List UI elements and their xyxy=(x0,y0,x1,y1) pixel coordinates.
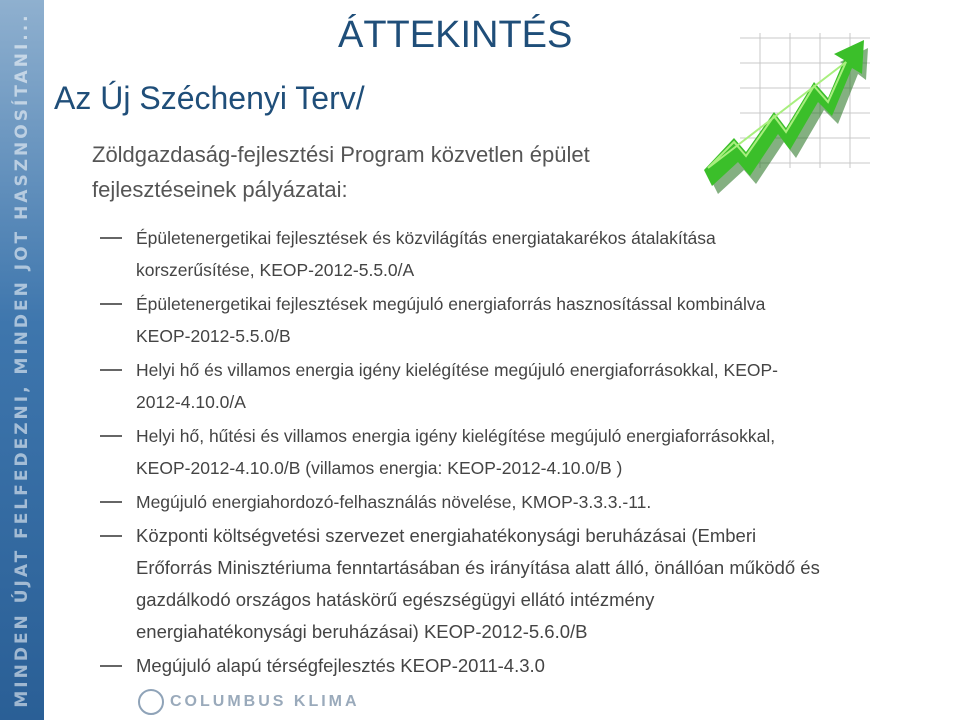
logo-text: COLUMBUS KLIMA xyxy=(170,693,360,710)
item-line: 2012-4.10.0/A xyxy=(136,392,246,412)
item-line: Megújuló alapú térségfejlesztés KEOP-2011-4.3.0 xyxy=(136,655,545,676)
item-line: KEOP-2012-4.10.0/B (villamos energia: KEOP-2012-4.10.0/B ) xyxy=(136,458,623,478)
dash-bullet xyxy=(100,369,122,371)
intro-text xyxy=(92,137,702,207)
item-line: Erőforrás Minisztériuma fenntartásában és irányítása alatt álló, önállóan működő és xyxy=(136,557,820,578)
item-line: Helyi hő, hűtési és villamos energia igény kielégítése megújuló energiaforrásokkal, xyxy=(136,426,776,446)
dash-bullet xyxy=(100,237,122,239)
item-line: Megújuló energiahordozó-felhasználás növelése, KMOP-3.3.3.-11. xyxy=(136,492,652,512)
list-item xyxy=(100,650,930,682)
columbus-logo-icon xyxy=(138,689,164,715)
item-line: Épületenergetikai fejlesztések megújuló energiaforrás hasznosítással kombinálva xyxy=(136,294,766,314)
dash-bullet xyxy=(100,303,122,305)
dash-bullet xyxy=(100,501,122,503)
item-line: Központi költségvetési szervezet energiahatékonysági beruházásai (Emberi xyxy=(136,525,757,546)
list-item xyxy=(100,486,930,518)
item-line: Épületenergetikai fejlesztések és közvilágítás energiatakarékos átalakítása xyxy=(136,228,716,248)
list-item xyxy=(100,420,930,484)
item-line: korszerűsítése, KEOP-2012-5.5.0/A xyxy=(136,260,415,280)
intro-line: Zöldgazdaság-fejlesztési Program közvetlen épület xyxy=(92,142,590,167)
side-banner xyxy=(0,0,44,720)
list-item xyxy=(100,288,930,352)
list-item xyxy=(100,354,930,418)
slide-title: ÁTTEKINTÉS xyxy=(338,14,573,56)
list-item xyxy=(100,222,930,286)
growth-arrow-icon xyxy=(700,28,878,198)
slide-subtitle: Az Új Széchenyi Terv/ xyxy=(54,80,365,116)
item-line: Helyi hő és villamos energia igény kielégítése megújuló energiaforrásokkal, KEOP- xyxy=(136,360,778,380)
tender-list xyxy=(100,222,930,684)
item-line: KEOP-2012-5.5.0/B xyxy=(136,326,291,346)
columbus-logo xyxy=(138,688,360,716)
list-item xyxy=(100,520,930,648)
item-line: energiahatékonysági beruházásai) KEOP-2012-5.6.0/B xyxy=(136,621,588,642)
dash-bullet xyxy=(100,665,122,667)
dash-bullet xyxy=(100,435,122,437)
side-banner-text: MINDEN ÚJAT FELFEDEZNI, MINDEN JOT HASZNOSÍTANI... xyxy=(12,12,32,708)
intro-line: fejlesztéseinek pályázatai: xyxy=(92,177,348,202)
dash-bullet xyxy=(100,535,122,537)
item-line: gazdálkodó országos hatáskörű egészségügyi ellátó intézmény xyxy=(136,589,655,610)
